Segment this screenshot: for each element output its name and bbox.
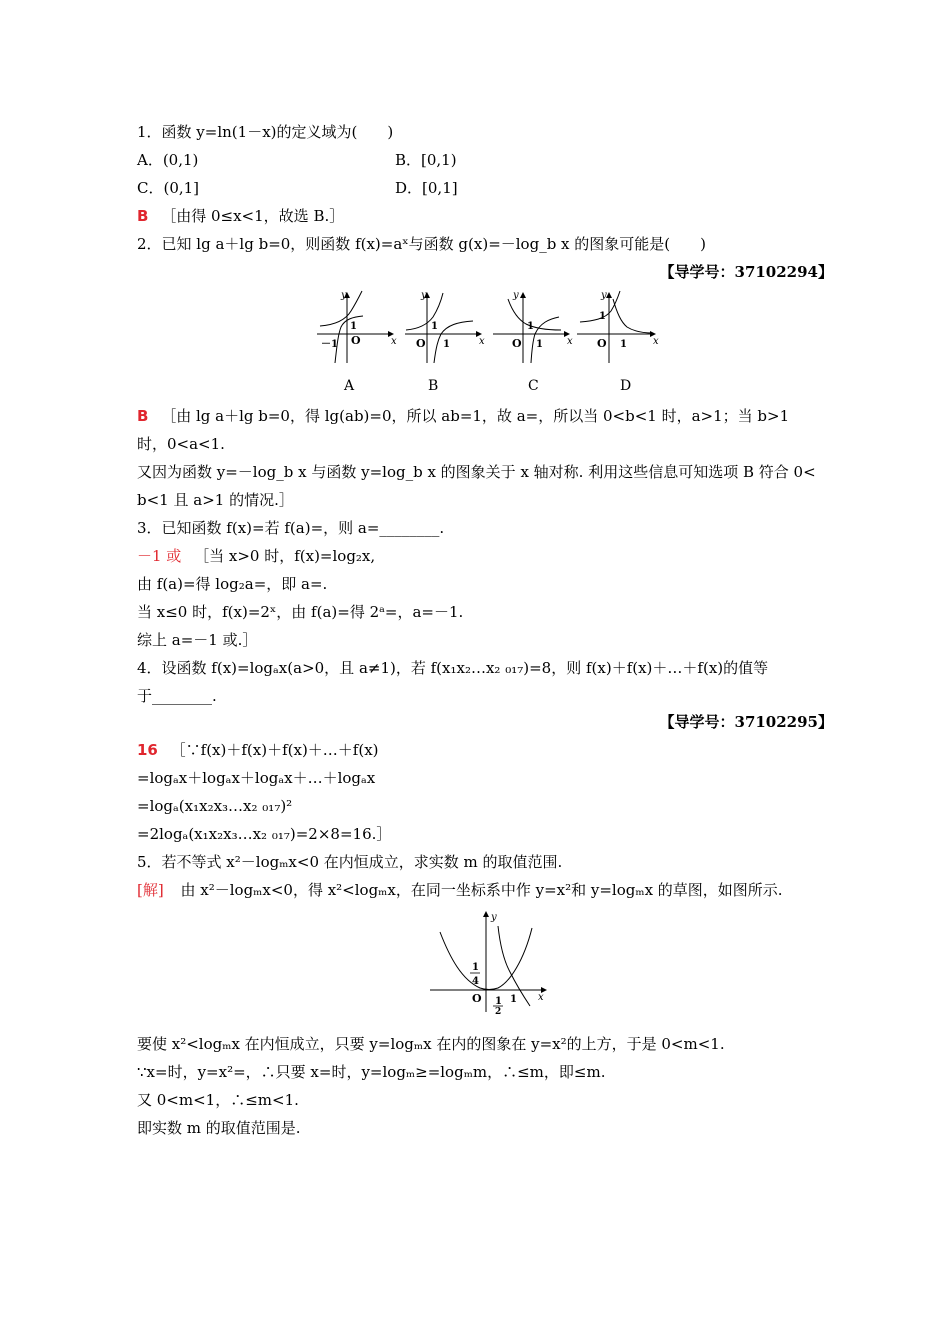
q1-stem: 1．函数 y=ln(1－x)的定义域为( ) [137,123,394,141]
q2-reference-number: 【导学号：37102294】 [659,263,833,281]
q5-graph [428,906,552,1014]
q5-graph-half-den: 2 [495,1007,502,1014]
q2-graph-a-one: 1 [350,321,357,332]
q2-graph-a-neg-one: －1 [321,339,338,350]
q3-answer-line4: 综上 a=－1 或.］ [137,631,258,649]
q5-graph-y-label: y [491,912,497,923]
q2-graph-b-x-label: x [479,336,485,347]
q2-graph-a-y-label: y [341,290,347,301]
q1-option-c: C．(0,1] [137,179,200,197]
q5-solution-line1: 由 x²－logₘx<0，得 x²<logₘx，在同一坐标系中作 y=x²和 y=logₘx 的草图，如图所示. [180,881,783,899]
q3-answer-line3: 当 x≤0 时，f(x)=2ˣ，由 f(a)=得 2ᵃ=，a=－1. [137,603,464,621]
q2-graph-b [405,290,485,363]
q2-option-graphs [315,285,665,365]
q5-graph-half-num: 1 [495,996,502,1007]
q1-option-a: A．(0,1) [137,151,199,169]
q2-graph-d [577,290,659,363]
q4-answer-value: 16 [137,741,158,759]
q2-answer [137,406,789,426]
q2-stem: 2．已知 lg a＋lg b=0，则函数 f(x)=aˣ与函数 g(x)=－log_b x 的图象可能是( ) [137,235,706,253]
q3-answer-line1: ［当 x>0 时，f(x)=log₂x, [194,547,376,565]
q2-graph-b-origin: O [416,337,426,350]
q2-answer-line4: b<1 且 a>1 的情况.］ [137,491,294,509]
q2-graph-c-one-y: 1 [527,321,534,332]
q2-graph-c [493,290,573,363]
q3-stem: 3．已知函数 f(x)=若 f(a)=，则 a=________. [137,519,445,537]
q1-option-d: D．[0,1] [395,179,458,197]
q1-answer-text: ［由得 0≤x<1，故选 B.］ [161,207,345,225]
q2-graph-c-y-label: y [513,290,519,301]
q2-graph-c-one-x: 1 [536,339,543,350]
q5-graph-origin: O [472,992,482,1005]
q5-graph-x-label: x [538,992,544,1003]
q3-answer [137,546,375,566]
q5-solution-line3: ∵x=时，y=x²=，∴只要 x=时，y=logₘ≥=logₘm，∴≤m，即≤m. [137,1063,606,1081]
q2-graph-d-y-label: y [601,290,607,301]
q5-graph-one: 1 [510,994,517,1005]
q5-solution-line5: 即实数 m 的取值范围是. [137,1119,301,1137]
q2-caption-d: D [620,378,632,394]
q2-caption-c: C [528,378,539,394]
q4-answer [137,740,379,760]
q2-answer-line1: ［由 lg a＋lg b=0，得 lg(ab)=0，所以 ab=1，故 a=，所以当 0<b<1 时，a>1；当 b>1 [161,407,790,425]
q1-option-b: B．[0,1) [395,151,457,169]
q2-graph-d-x-label: x [653,336,659,347]
q4-answer-line1: ［∵f(x)＋f(x)＋f(x)＋…＋f(x) [170,741,379,759]
q2-graph-c-origin: O [512,337,522,350]
q2-graph-a [317,290,397,363]
q5-graph-quarter-num: 1 [472,962,479,973]
q5-solution-line2: 要使 x²<logₘx 在内恒成立，只要 y=logₘx 在内的图象在 y=x²的上方，于是 0<m<1. [137,1035,725,1053]
q5-solution-intro [137,880,783,900]
q1-answer [137,206,344,226]
q1-answer-letter: B [137,207,149,225]
q2-graph-a-x-label: x [391,336,397,347]
q2-graph-d-one-y: 1 [599,311,606,322]
q2-graph-b-one-y: 1 [431,321,438,332]
q4-stem-line2: 于________. [137,687,217,705]
q2-graph-b-one-x: 1 [443,339,450,350]
q2-answer-line2: 时，0<a<1. [137,435,225,453]
q2-answer-line3: 又因为函数 y=－log_b x 与函数 y=log_b x 的图象关于 x 轴对称. 利用这些信息可知选项 B 符合 0< [137,463,816,481]
q4-stem-line1: 4．设函数 f(x)=logₐx(a>0，且 a≠1)，若 f(x₁x₂…x₂ ₀₁₇)=8，则 f(x)＋f(x)＋…＋f(x)的值等 [137,659,769,677]
q5-stem: 5．若不等式 x²－logₘx<0 在内恒成立，求实数 m 的取值范围. [137,853,563,871]
q4-answer-line3: =logₐ(x₁x₂x₃…x₂ ₀₁₇)² [137,797,293,815]
q4-reference-number: 【导学号：37102295】 [659,713,833,731]
q3-answer-line2: 由 f(a)=得 log₂a=，即 a=. [137,575,328,593]
q2-graph-c-x-label: x [567,336,573,347]
q2-graph-a-origin: O [351,334,361,347]
q4-answer-line2: =logₐx＋logₐx＋logₐx＋…＋logₐx [137,769,376,787]
q2-graph-b-y-label: y [421,290,427,301]
q2-caption-a: A [344,378,355,394]
q5-solution-tag: [解] [137,881,164,899]
q5-graph-quarter-den: 4 [472,976,479,987]
q2-graph-d-one-x: 1 [620,339,627,350]
q2-answer-letter: B [137,407,149,425]
q2-graph-d-origin: O [597,337,607,350]
q5-solution-line4: 又 0<m<1，∴≤m<1. [137,1091,299,1109]
q3-answer-value: －1 或 [137,547,182,565]
q4-answer-line4: =2logₐ(x₁x₂x₃…x₂ ₀₁₇)=2×8=16.］ [137,825,392,843]
q2-caption-b: B [428,378,439,394]
